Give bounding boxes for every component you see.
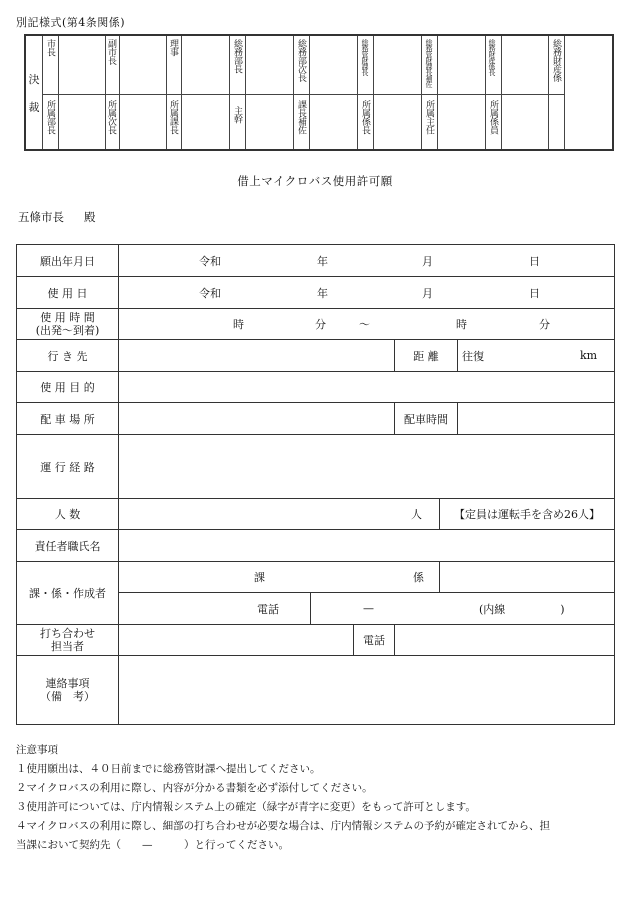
dispatch-time-label: 配車時間 bbox=[404, 412, 448, 426]
approval-label-dept-head: 所属部長 bbox=[45, 100, 55, 134]
route-label: 運 行 経 路 bbox=[40, 460, 95, 474]
department-field[interactable]: 課 係 bbox=[254, 571, 424, 584]
application-date-field[interactable]: 令和 年 月 日 bbox=[199, 254, 540, 268]
approval-label-mayor: 市長 bbox=[45, 39, 55, 56]
contact-person-field[interactable] bbox=[119, 625, 353, 655]
use-date-field[interactable]: 令和 年 月 日 bbox=[199, 286, 540, 300]
dispatch-time-field[interactable] bbox=[458, 403, 614, 434]
distance-label: 距 離 bbox=[413, 349, 439, 363]
distance-field[interactable]: 往復 km bbox=[462, 349, 598, 363]
addressee-name: 五條市長 bbox=[18, 210, 64, 224]
notes-heading: 注意事項 bbox=[16, 744, 58, 756]
approval-label-vice-mayor: 副市長 bbox=[106, 39, 116, 65]
creator-tel-label: 電話 bbox=[257, 602, 279, 616]
destination-label: 行 き 先 bbox=[47, 349, 88, 363]
approval-label-general-affairs-deputy: 総務部次長 bbox=[296, 39, 306, 82]
form-number-header: 別記様式(第4条関係) bbox=[16, 16, 126, 29]
remarks-label: 連絡事項 （備 考） bbox=[40, 677, 95, 703]
application-form-table bbox=[16, 244, 615, 725]
note-item: ４マイクロバスの利用に際し、細部の打ち合わせが必要な場合は、庁内情報システムの予約が確定されてから、担 bbox=[16, 820, 551, 832]
addressee bbox=[18, 209, 96, 225]
responsible-person-field[interactable] bbox=[119, 530, 614, 561]
application-date-label: 願出年月日 bbox=[40, 254, 95, 268]
kessai-label: 決 裁 bbox=[28, 72, 40, 114]
destination-field[interactable] bbox=[119, 340, 394, 371]
addressee-honorific: 殿 bbox=[84, 210, 96, 224]
purpose-field[interactable] bbox=[119, 372, 614, 402]
approval-label-property-assistant-chief: 総務管財課長補佐 bbox=[425, 39, 433, 87]
people-count-field[interactable]: 人 bbox=[411, 508, 422, 521]
route-field[interactable] bbox=[119, 435, 614, 498]
creator-name-field[interactable] bbox=[440, 562, 614, 592]
responsible-person-label: 責任者職氏名 bbox=[34, 539, 101, 553]
use-date-label: 使 用 日 bbox=[47, 286, 88, 300]
use-time-label: 使 用 時 間 (出発～到着) bbox=[35, 311, 100, 337]
approval-stamp-table bbox=[24, 34, 614, 151]
approval-label-staff: 所属係員 bbox=[488, 100, 498, 134]
note-item: ３使用許可については、庁内情報システム上の確定（緑字が青字に変更）をもって許可とします。 bbox=[16, 801, 476, 813]
document-title: 借上マイクロバス使用許可願 bbox=[237, 174, 393, 188]
dispatch-location-label: 配 車 場 所 bbox=[40, 412, 95, 426]
capacity-note: 【定員は運転手を含め26人】 bbox=[454, 508, 600, 521]
approval-label-deputy-head: 所属次長 bbox=[106, 100, 116, 134]
approval-label-section-head: 所属課長 bbox=[168, 100, 178, 134]
approval-label-property-unit: 総務財産係 bbox=[551, 39, 561, 82]
people-count-label: 人 数 bbox=[54, 508, 81, 521]
note-item: １使用願出は、４０日前までに総務管財課へ提出してください。 bbox=[16, 763, 321, 775]
note-item: 当課において契約先（ — ）と行ってください。 bbox=[16, 839, 289, 851]
approval-label-assistant-section-head: 課長補佐 bbox=[296, 100, 306, 134]
approval-label-senior-staff: 所属主任 bbox=[424, 100, 434, 134]
creator-label: 課・係・作成者 bbox=[29, 587, 106, 600]
contact-tel-label: 電話 bbox=[363, 634, 385, 647]
use-time-field[interactable]: 時 分 ～ 時 分 bbox=[233, 318, 550, 331]
approval-label-chief-staff: 主幹 bbox=[232, 106, 242, 123]
creator-tel-field[interactable]: — (内線 ) bbox=[363, 602, 565, 616]
notes-section bbox=[16, 741, 616, 855]
approval-label-general-affairs-head: 総務部長 bbox=[232, 39, 242, 73]
remarks-field[interactable] bbox=[119, 656, 614, 724]
approval-label-director: 理事 bbox=[168, 39, 178, 56]
approval-label-property-unit-chief: 総務財産係長 bbox=[488, 39, 496, 75]
note-item: ２マイクロバスの利用に際し、内容が分かる書類を必ず添付してください。 bbox=[16, 782, 373, 794]
purpose-label: 使 用 目 的 bbox=[40, 381, 95, 394]
approval-label-property-section-chief: 総務管財課長 bbox=[361, 39, 369, 75]
contact-person-label: 打ち合わせ 担当者 bbox=[40, 627, 95, 653]
contact-tel-field[interactable] bbox=[395, 625, 614, 655]
approval-label-unit-chief: 所属係長 bbox=[360, 100, 370, 134]
dispatch-location-field[interactable] bbox=[119, 403, 394, 434]
